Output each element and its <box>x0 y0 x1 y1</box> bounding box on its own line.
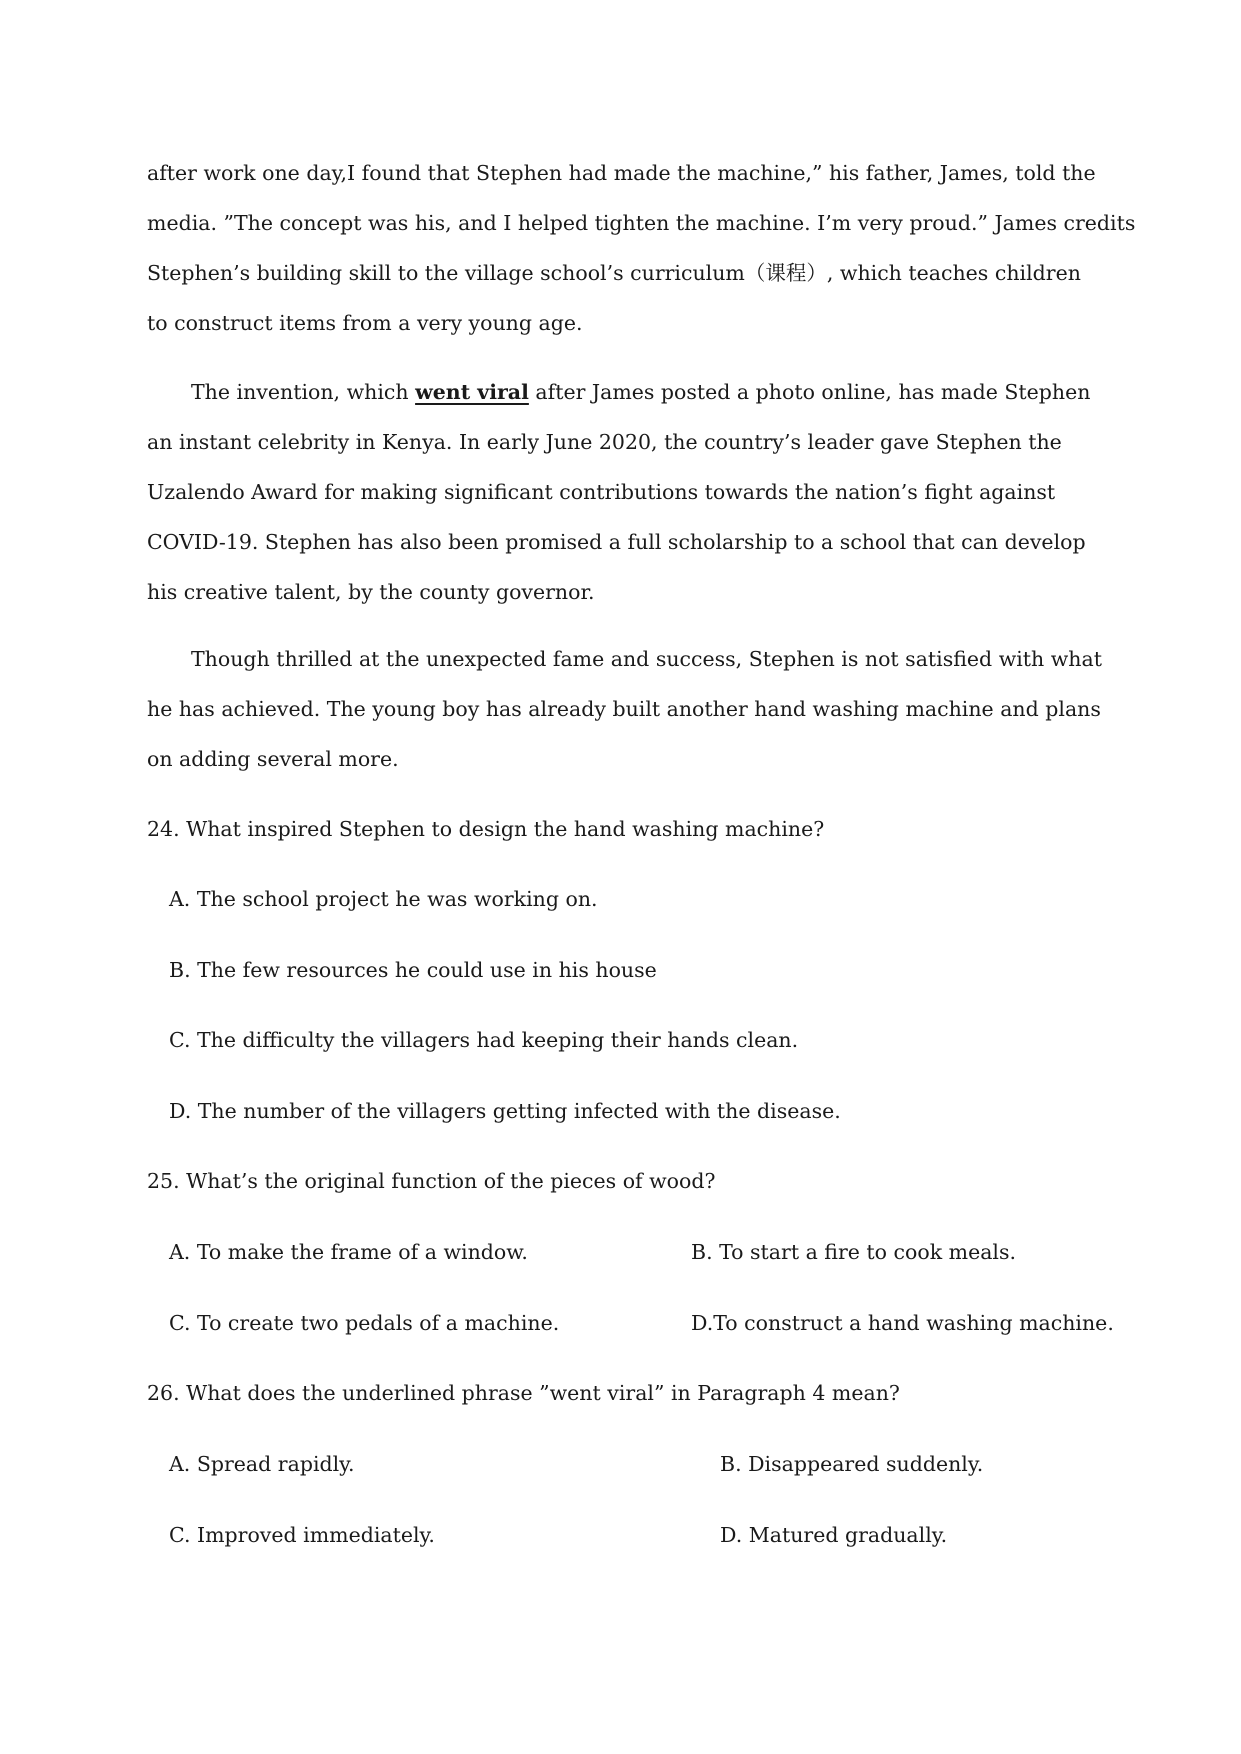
passage-paragraph-5 <box>147 634 1147 784</box>
paragraph-line: Stephen’s building skill to the village school’s curriculum（课程）, which teaches children <box>147 261 1081 285</box>
question-25-option-b: B. To start a fire to cook meals. <box>691 1240 1017 1264</box>
paragraph-line: Uzalendo Award for making significant contributions towards the nation’s fight against <box>147 480 1056 504</box>
question-26-option-d: D. Matured gradually. <box>720 1523 948 1547</box>
paragraph-line: Though thrilled at the unexpected fame and success, Stephen is not satisfied with what <box>191 647 1102 671</box>
paragraph-line: after work one day,I found that Stephen had made the machine,” his father, James, told the <box>147 161 1096 185</box>
question-25-option-d: D.To construct a hand washing machine. <box>691 1311 1114 1335</box>
question-25-option-c: C. To create two pedals of a machine. <box>169 1311 560 1335</box>
question-26-option-c: C. Improved immediately. <box>169 1523 435 1547</box>
paragraph-line: an instant celebrity in Kenya. In early June 2020, the country’s leader gave Stephen the <box>147 430 1062 454</box>
question-25-stem: 25. What’s the original function of the pieces of wood? <box>147 1169 716 1193</box>
underlined-phrase: went viral <box>415 380 529 404</box>
question-24-option-b: B. The few resources he could use in his house <box>169 958 657 982</box>
question-24-option-c: C. The difficulty the villagers had keeping their hands clean. <box>169 1028 799 1052</box>
question-24-stem: 24. What inspired Stephen to design the hand washing machine? <box>147 817 825 841</box>
paragraph-text: after James posted a photo online, has made Stephen <box>528 380 1091 404</box>
question-26-stem: 26. What does the underlined phrase ”went viral” in Paragraph 4 mean? <box>147 1381 900 1405</box>
question-24-option-a: A. The school project he was working on. <box>169 887 598 911</box>
question-26-option-a: A. Spread rapidly. <box>169 1452 355 1476</box>
paragraph-text: The invention, which <box>191 380 416 404</box>
passage-paragraph-3 <box>147 148 1147 348</box>
question-26-option-b: B. Disappeared suddenly. <box>720 1452 984 1476</box>
paragraph-line <box>147 367 1147 417</box>
passage-paragraph-4 <box>147 367 1147 617</box>
paragraph-line: on adding several more. <box>147 747 399 771</box>
paragraph-line: his creative talent, by the county governor. <box>147 580 595 604</box>
paragraph-line: COVID-19. Stephen has also been promised a full scholarship to a school that can develop <box>147 530 1086 554</box>
paragraph-line: to construct items from a very young age. <box>147 311 583 335</box>
paragraph-line: he has achieved. The young boy has already built another hand washing machine and plans <box>147 697 1101 721</box>
paragraph-line: media. ”The concept was his, and I helped tighten the machine. I’m very proud.” James credits <box>147 211 1136 235</box>
question-25-option-a: A. To make the frame of a window. <box>169 1240 528 1264</box>
question-24-option-d: D. The number of the villagers getting infected with the disease. <box>169 1099 841 1123</box>
